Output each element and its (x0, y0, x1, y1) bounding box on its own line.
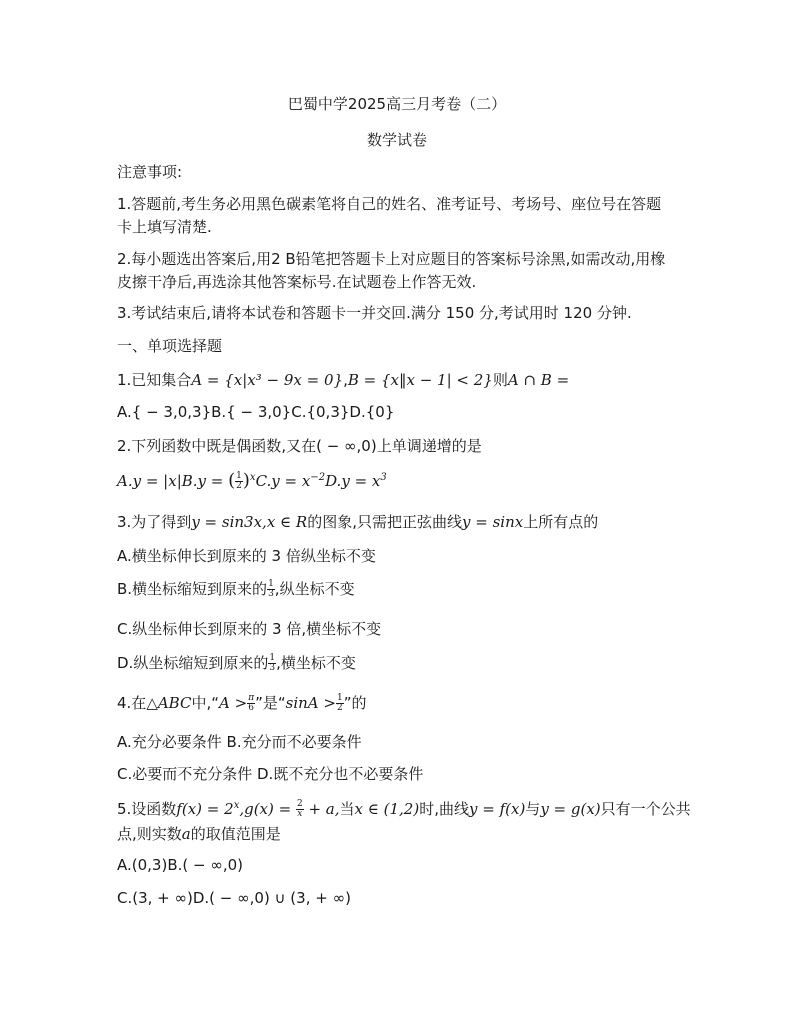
note-item-2-cont: 皮擦干净后,再选涂其他答案标号.在试题卷上作答无效. (117, 273, 477, 291)
q2-option-d: D.y = x (325, 472, 381, 490)
question-3-option-a: A.横坐标伸长到原来的 3 倍纵坐标不变 (117, 547, 376, 565)
q2-option-a: A.y = |x| (117, 472, 182, 490)
note-item-2: 2.每小题选出答案后,用2 B铅笔把答题卡上对应题目的答案标号涂黑,如需改动,用橡 (117, 250, 666, 268)
exam-subtitle: 数学试卷 (366, 131, 427, 149)
q4-suffix: ”的 (343, 694, 367, 712)
note-item-1: 1.答题前,考生务必用黑色碳素笔将自己的姓名、准考证号、考场号、座位号在答题 (117, 195, 662, 213)
q5-line2-prefix: 点,则实数 (117, 825, 182, 843)
q3-func: y = sin3x,x ∈ R (191, 513, 308, 531)
question-4-options-cd: C.必要而不充分条件 D.既不充分也不必要条件 (117, 765, 424, 783)
q2-option-b-fraction (235, 472, 243, 491)
q3-option-b-fraction (267, 580, 275, 599)
q2-option-b-exp: x (249, 472, 256, 483)
q4-cond-a: A > (219, 694, 248, 712)
q4-half-num: 1 (336, 693, 343, 703)
q5-g-def: ,g(x) = (239, 800, 296, 818)
q1-set-b: B = {x‖x − 1| < 2} (347, 371, 493, 389)
q5-curve2: y = g(x) (540, 800, 601, 818)
question-3-option-c: C.纵坐标伸长到原来的 3 倍,横坐标不变 (117, 620, 382, 638)
question-5-options-cd: C.(3, + ∞)D.( − ∞,0) ∪ (3, + ∞) (117, 889, 351, 907)
q5-prefix: 5.设函数 (117, 800, 177, 818)
q4-prefix: 4.在 (117, 694, 147, 712)
q5-param: a (181, 825, 191, 843)
question-5-options-ab: A.(0,3)B.( − ∞,0) (117, 856, 243, 874)
q3-d-frac-den: 3 (269, 663, 276, 673)
q3-curve: y = sinx (462, 513, 524, 531)
q3-option-b-prefix: B.横坐标缩短到原来的 (117, 580, 268, 598)
q5-f-exp: x (233, 800, 240, 811)
q4-triangle: △ABC (146, 694, 192, 712)
q2-frac-num: 1 (236, 471, 242, 481)
q3-mid: 的图象,只需把正弦曲线 (307, 513, 462, 531)
q2-option-b-prefix: B.y = (181, 472, 229, 490)
q4-pi-fraction (247, 694, 255, 713)
q5-f-def: f(x) = 2 (176, 800, 234, 818)
q5-line2-suffix: 的取值范围是 (190, 825, 281, 843)
note-item-1-cont: 卡上填写清楚. (117, 218, 212, 236)
q4-mid1: 中,“ (191, 694, 220, 712)
question-1-options: A.{ − 3,0,3}B.{ − 3,0}C.{0,3}D.{0} (117, 403, 395, 421)
question-3-option-d (117, 652, 687, 673)
q4-pi-den: 6 (248, 703, 255, 713)
q5-g-fraction (296, 800, 304, 819)
q4-half-fraction (336, 694, 344, 713)
q4-cond-b: sinA > (285, 694, 336, 712)
q5-mid: 当 (339, 800, 355, 818)
question-2-options (117, 470, 687, 491)
q2-paren-open: ( (228, 470, 236, 491)
question-3-stem (117, 511, 687, 532)
q4-half-den: 2 (336, 703, 343, 713)
q5-g-num: 2 (296, 799, 303, 809)
q2-paren-close: ) (242, 470, 250, 491)
q5-g-tail: + a, (303, 800, 340, 818)
question-5-stem-cont (117, 823, 687, 844)
q2-option-c-exp: −2 (310, 472, 326, 483)
q4-pi-num: π (248, 693, 255, 703)
q5-suffix: 只有一个公共 (600, 800, 691, 818)
q5-mid3: 与 (525, 800, 541, 818)
q1-mid: 则 (492, 371, 508, 389)
q5-mid2: 时,曲线 (419, 800, 469, 818)
q1-expr: A ∩ B = (507, 371, 570, 389)
q3-option-d-suffix: ,横坐标不变 (276, 654, 356, 672)
notes-heading: 注意事项: (117, 163, 183, 181)
q3-b-frac-num: 1 (268, 579, 274, 589)
q5-curve1: y = f(x) (469, 800, 526, 818)
q3-suffix: 上所有点的 (523, 513, 599, 531)
q3-b-frac-den: 3 (268, 589, 274, 599)
q3-prefix: 3.为了得到 (117, 513, 192, 531)
question-4-options-ab: A.充分必要条件 B.充分而不必要条件 (117, 733, 362, 751)
q4-mid2: ”是“ (255, 694, 286, 712)
q2-option-c: C.y = x (255, 472, 311, 490)
q1-set-a: A = {x|x³ − 9x = 0} (191, 371, 344, 389)
q5-range: x ∈ (1,2) (354, 800, 420, 818)
q3-option-d-fraction (268, 654, 276, 673)
q2-frac-den: 2 (236, 481, 242, 491)
q3-option-d-prefix: D.纵坐标缩短到原来的 (117, 654, 269, 672)
q5-g-den: x (297, 809, 303, 819)
q1-sep: , (343, 371, 348, 389)
question-2-stem: 2.下列函数中既是偶函数,又在( − ∞,0)上单调递增的是 (117, 437, 482, 455)
q3-option-b-suffix: ,纵坐标不变 (274, 580, 355, 598)
question-3-option-b (117, 578, 687, 599)
question-1-stem (117, 369, 687, 390)
section-title: 一、单项选择题 (117, 337, 223, 355)
note-item-3: 3.考试结束后,请将本试卷和答题卡一并交回.满分 150 分,考试用时 120 分钟. (117, 304, 632, 322)
q1-prefix: 1.已知集合 (117, 371, 192, 389)
exam-title: 巴蜀中学2025高三月考卷（二） (287, 95, 507, 113)
question-4-stem (117, 692, 687, 713)
question-5-stem (117, 798, 691, 819)
q2-option-d-exp: 3 (380, 472, 387, 483)
q3-d-frac-num: 1 (269, 653, 276, 663)
